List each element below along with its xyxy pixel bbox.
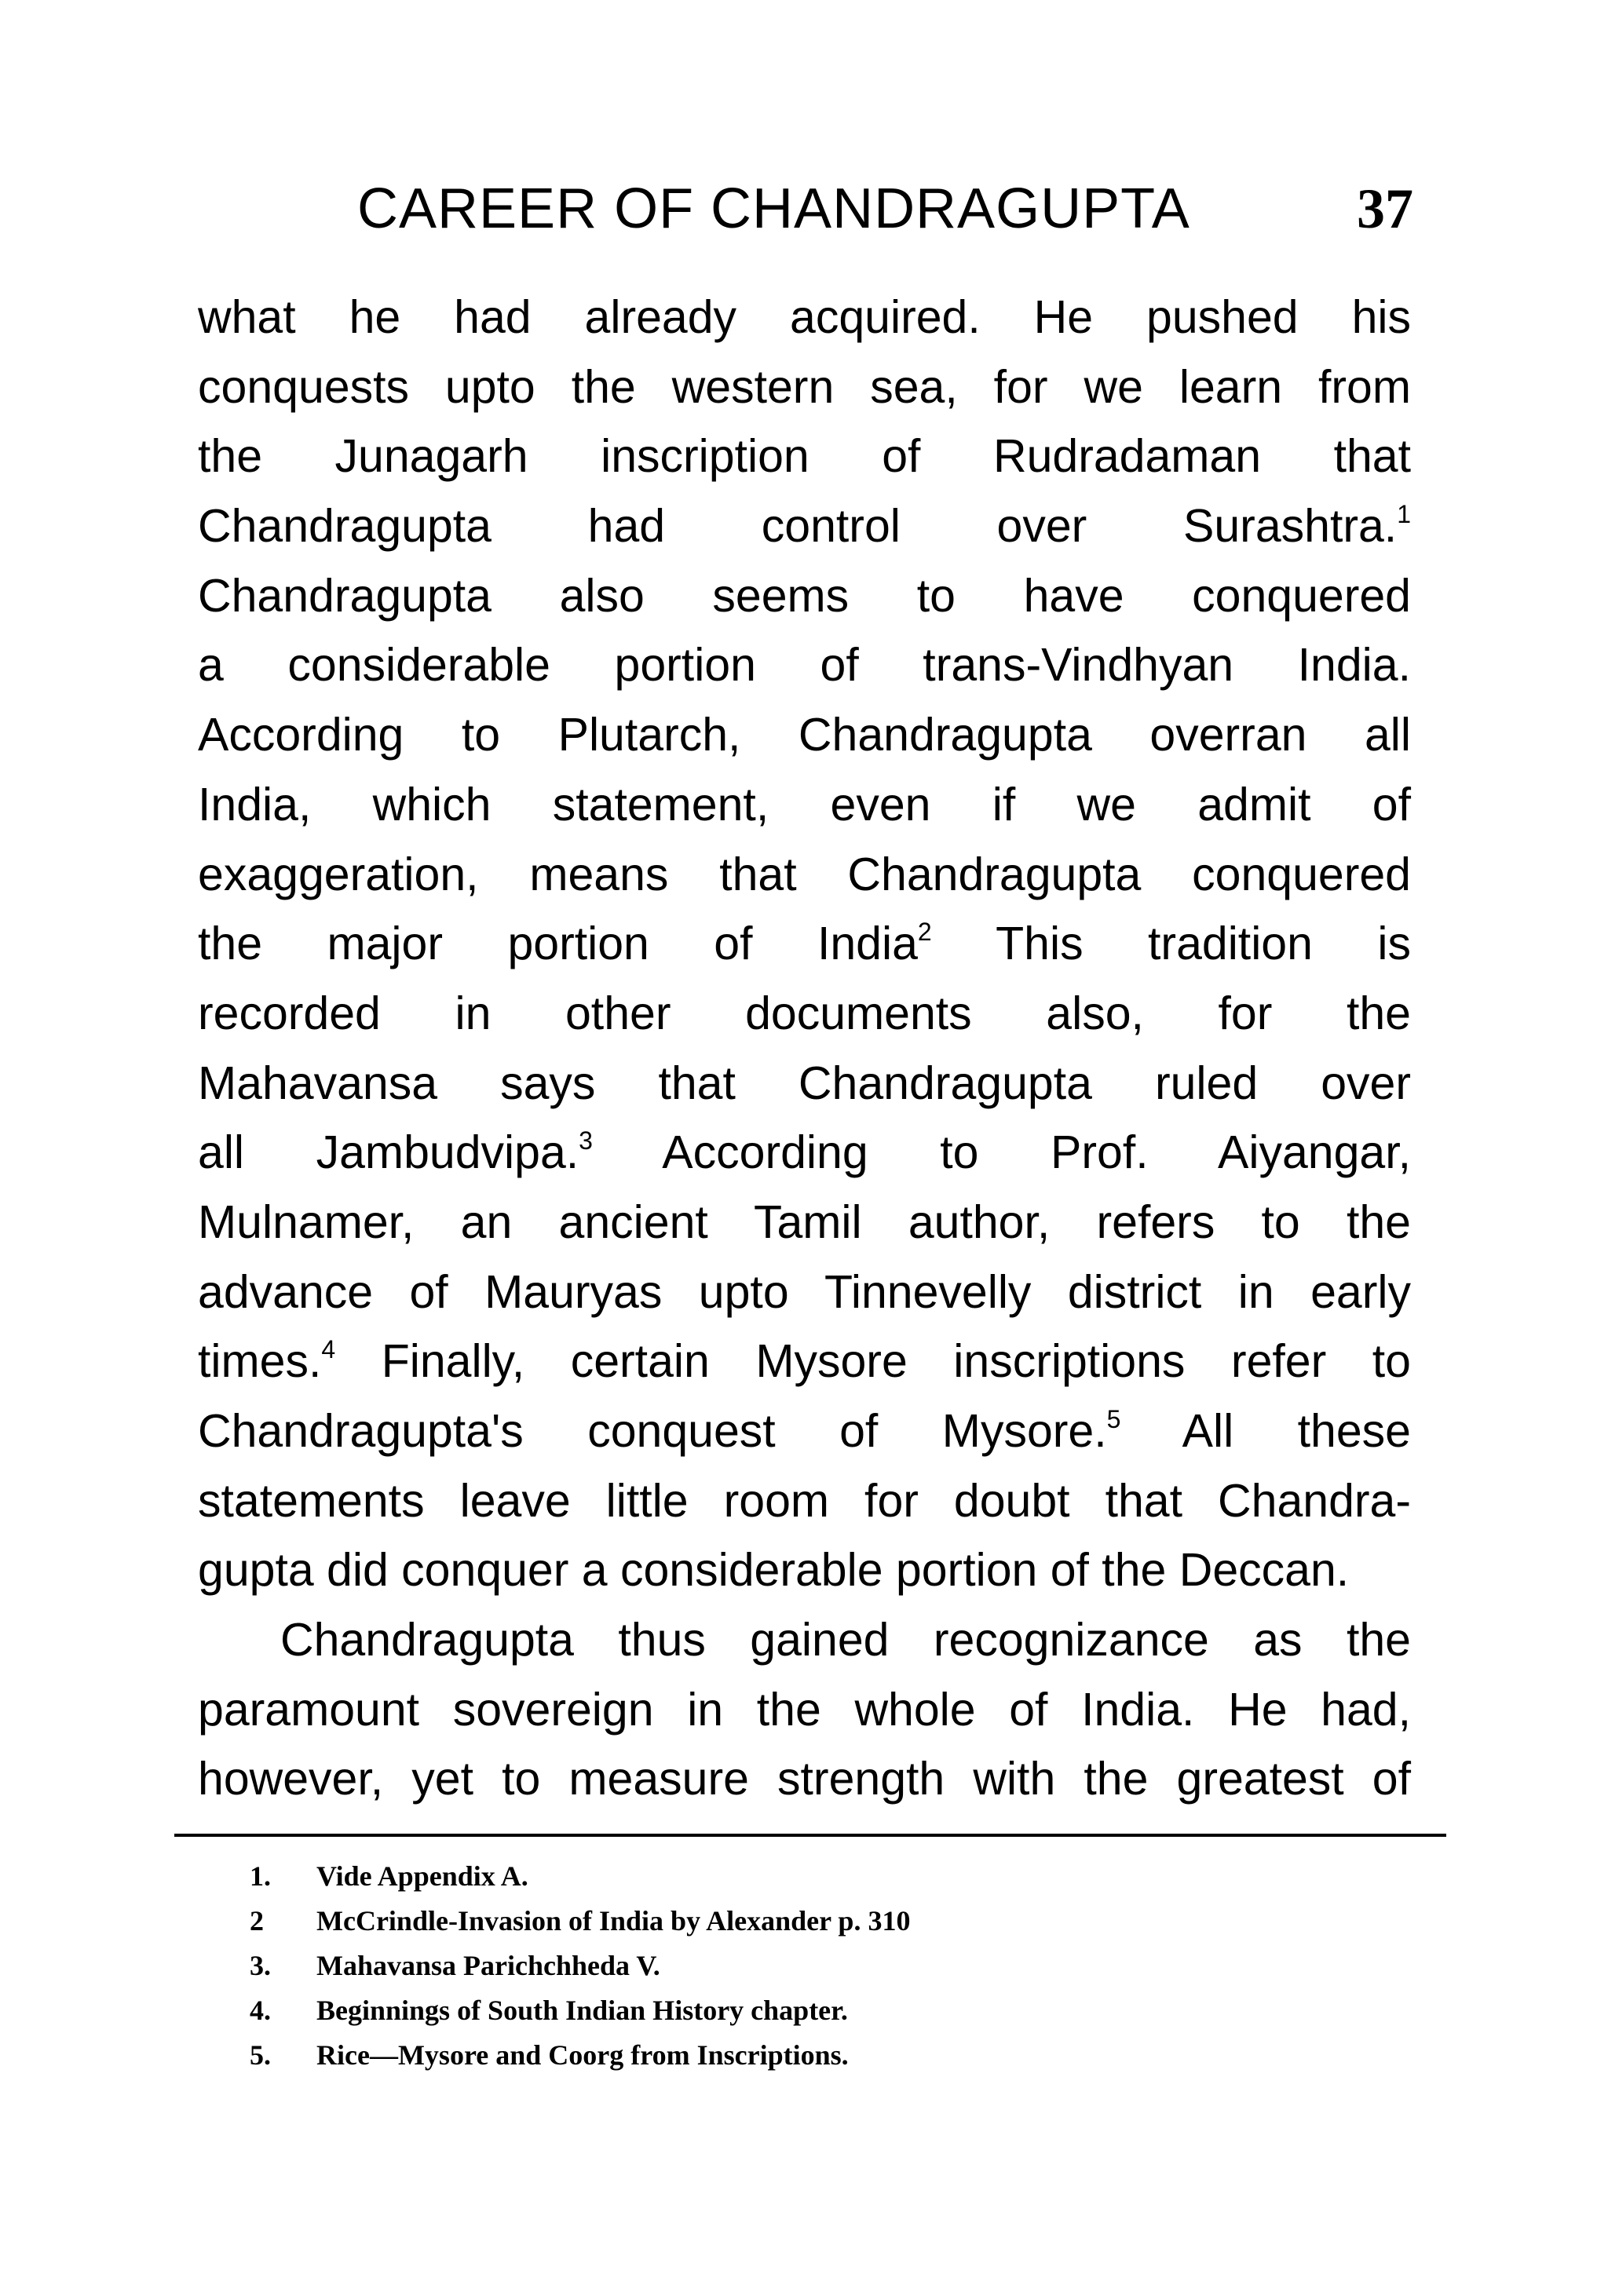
footnote-ref: 3 [579, 1126, 593, 1155]
footnote-ref: 1 [1397, 500, 1411, 529]
footnote-text: McCrindle-Invasion of India by Alexander p. 310 [316, 1905, 911, 1936]
text-span: All these [1182, 1405, 1411, 1457]
footnote-number: 2 [250, 1905, 264, 1936]
body-text [198, 283, 1411, 1814]
page-header [196, 177, 1413, 255]
text-line: Chandragupta also seems to have conquered [198, 569, 1411, 622]
text-line [198, 1118, 1411, 1188]
footnote-number: 4. [250, 1995, 271, 2026]
text-span: times. [198, 1335, 322, 1388]
footnote-number: 3. [250, 1950, 271, 1981]
footnote [250, 2033, 1427, 2078]
footnote-ref: 4 [321, 1335, 336, 1364]
footnote-number: 1. [250, 1860, 271, 1892]
footnote-ref: 5 [1106, 1405, 1121, 1433]
text-line: According to Plutarch, Chandragupta overran all [198, 709, 1411, 761]
footnote [250, 1899, 1427, 1944]
footnote [250, 1988, 1427, 2033]
text-line: Mahavansa says that Chandragupta ruled over [198, 1057, 1411, 1109]
text-line: paramount sovereign in the whole of India. He had, [198, 1683, 1411, 1736]
paragraph-1 [198, 283, 1411, 1605]
text-line [198, 491, 1411, 561]
text-line [198, 1396, 1411, 1466]
text-line: a considerable portion of trans-Vindhyan India. [198, 639, 1411, 692]
text-line: advance of Mauryas upto Tinnevelly district in early [198, 1265, 1411, 1318]
text-span: According to Prof. Aiyangar, [662, 1126, 1411, 1179]
text-line: exaggeration, means that Chandragupta conquered [198, 848, 1411, 900]
text-line: recorded in other documents also, for the [198, 987, 1411, 1039]
footnotes [250, 1854, 1427, 2078]
text-line: conquests upto the western sea, for we learn from [198, 360, 1411, 413]
text-span: all Jambudvipa. [198, 1126, 579, 1179]
footnote-text: Rice—Mysore and Coorg from Inscriptions. [316, 2039, 849, 2071]
text-span: Chandragupta had control over Surashtra. [198, 500, 1398, 553]
footnote-number: 5. [250, 2039, 271, 2071]
text-line: India, which statement, even if we admit of [198, 778, 1411, 830]
text-line: what he had already acquired. He pushed his [198, 291, 1411, 343]
text-line: gupta did conquer a considerable portion of the Deccan. [198, 1544, 1350, 1597]
page-number: 37 [1357, 177, 1413, 240]
text-line [198, 1327, 1411, 1396]
text-line: Chandragupta thus gained recognizance as the [280, 1614, 1411, 1666]
footnote-divider [174, 1834, 1446, 1837]
running-title: CAREER OF CHANDRAGUPTA [357, 177, 1190, 240]
footnote-ref: 2 [917, 918, 932, 947]
text-span: This tradition is [996, 918, 1411, 970]
text-line: Mulnamer, an ancient Tamil author, refers to the [198, 1195, 1411, 1248]
text-span: Chandragupta's conquest of Mysore. [198, 1405, 1107, 1457]
footnote [250, 1854, 1427, 1899]
text-line: however, yet to measure strength with the greatest of [198, 1753, 1411, 1805]
footnote-text: Mahavansa Parichchheda V. [316, 1950, 660, 1981]
text-line [198, 909, 1411, 979]
text-line: statements leave little room for doubt that Chandra- [198, 1474, 1411, 1527]
footnote [250, 1944, 1427, 1988]
text-span: Finally, certain Mysore inscriptions refer to [381, 1335, 1411, 1388]
footnote-text: Beginnings of South Indian History chapter. [316, 1995, 848, 2026]
footnote-text: Vide Appendix A. [316, 1860, 528, 1892]
text-span: the major portion of India [198, 918, 918, 970]
text-line: the Junagarh inscription of Rudradaman that [198, 430, 1411, 483]
paragraph-2 [198, 1605, 1411, 1814]
